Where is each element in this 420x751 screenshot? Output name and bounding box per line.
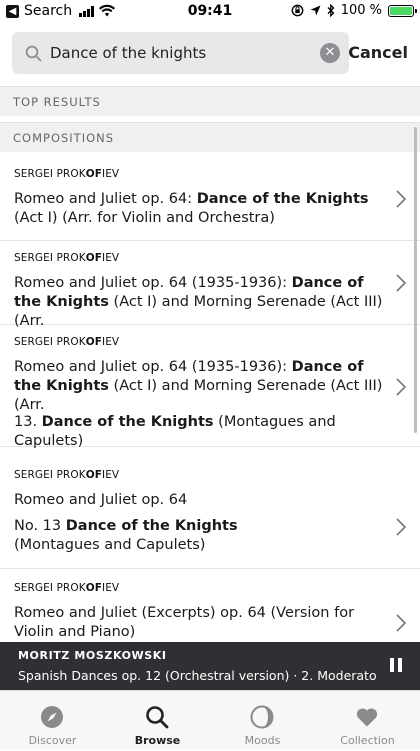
- chevron-right-icon: [394, 613, 408, 633]
- composition-title: Romeo and Juliet op. 64: [14, 492, 188, 508]
- movement-title: No. 13 Dance of the Knights (Montagues and Capulets): [14, 518, 238, 553]
- bluetooth-icon: [327, 4, 335, 17]
- search-box[interactable]: [12, 32, 349, 74]
- composition-title: Romeo and Juliet op. 64 (1935-1936): Dance of the Knights (Act I) and Morning Serenade (Act III) (Arr.: [14, 275, 383, 329]
- battery-icon: [388, 5, 414, 17]
- movement-title: 13. Dance of the Knights (Montagues and Capulets): [14, 414, 336, 449]
- list-item[interactable]: [0, 241, 420, 329]
- chevron-right-icon: [394, 273, 408, 293]
- battery-percent: 100 %: [340, 3, 382, 18]
- player-composer: MORITZ MOSZKOWSKI: [18, 649, 167, 662]
- moon-icon: [250, 705, 274, 729]
- section-header-top-results: TOP RESULTS: [0, 86, 420, 116]
- list-item[interactable]: [0, 157, 420, 241]
- list-item[interactable]: [0, 325, 420, 447]
- chevron-right-icon: [394, 517, 408, 537]
- composition-title: Romeo and Juliet op. 64: Dance of the Knights (Act I) (Arr. for Violin and Orchestra): [14, 191, 369, 226]
- artist-name: SERGEI PROKOFIEV: [14, 582, 120, 594]
- tab-bar: [0, 690, 420, 750]
- battery-level: [390, 7, 412, 15]
- artist-name: SERGEI PROKOFIEV: [14, 252, 120, 264]
- cancel-button[interactable]: Cancel: [348, 43, 408, 62]
- mini-player[interactable]: [0, 642, 420, 690]
- artist-name: SERGEI PROKOFIEV: [14, 336, 120, 348]
- section-header-compositions: COMPOSITIONS: [0, 122, 420, 152]
- search-icon: [18, 45, 48, 62]
- list-item[interactable]: [0, 447, 420, 569]
- tab-moods[interactable]: [210, 691, 315, 751]
- tab-label: Browse: [134, 734, 181, 747]
- chevron-right-icon: [394, 189, 408, 209]
- artist-name: SERGEI PROKOFIEV: [14, 469, 120, 481]
- back-arrow-icon[interactable]: ◀: [6, 5, 19, 18]
- clear-search-icon[interactable]: ✕: [320, 43, 340, 63]
- back-to-app-label[interactable]: Search: [24, 3, 73, 19]
- artist-name: SERGEI PROKOFIEV: [14, 168, 120, 180]
- composition-title: Romeo and Juliet op. 64 (1935-1936): Dance of the Knights (Act I) and Morning Serenade (Act III) (Arr.: [14, 359, 383, 413]
- tab-discover[interactable]: [0, 691, 105, 751]
- status-time: 09:41: [187, 3, 233, 19]
- location-arrow-icon: [310, 5, 321, 16]
- status-bar: [0, 0, 420, 24]
- compass-icon: [40, 705, 64, 729]
- tab-browse[interactable]: [105, 691, 210, 751]
- chevron-right-icon: [394, 377, 408, 397]
- search-icon: [145, 705, 169, 729]
- tab-collection[interactable]: [315, 691, 420, 751]
- tab-label: Collection: [340, 734, 395, 747]
- player-track: Spanish Dances op. 12 (Orchestral version) · 2. Moderato: [18, 668, 377, 683]
- status-right: [291, 3, 414, 18]
- pause-icon[interactable]: [390, 658, 402, 672]
- search-input[interactable]: [48, 44, 303, 62]
- rotation-lock-icon: [291, 4, 304, 17]
- tab-label: Moods: [244, 734, 281, 747]
- search-row: [0, 32, 420, 74]
- composition-title: Romeo and Juliet (Excerpts) op. 64 (Version for Violin and Piano): [14, 605, 355, 640]
- tab-label: Discover: [28, 734, 77, 747]
- heart-icon: [355, 705, 379, 729]
- list-item[interactable]: [0, 569, 420, 649]
- scrollbar[interactable]: [414, 127, 417, 433]
